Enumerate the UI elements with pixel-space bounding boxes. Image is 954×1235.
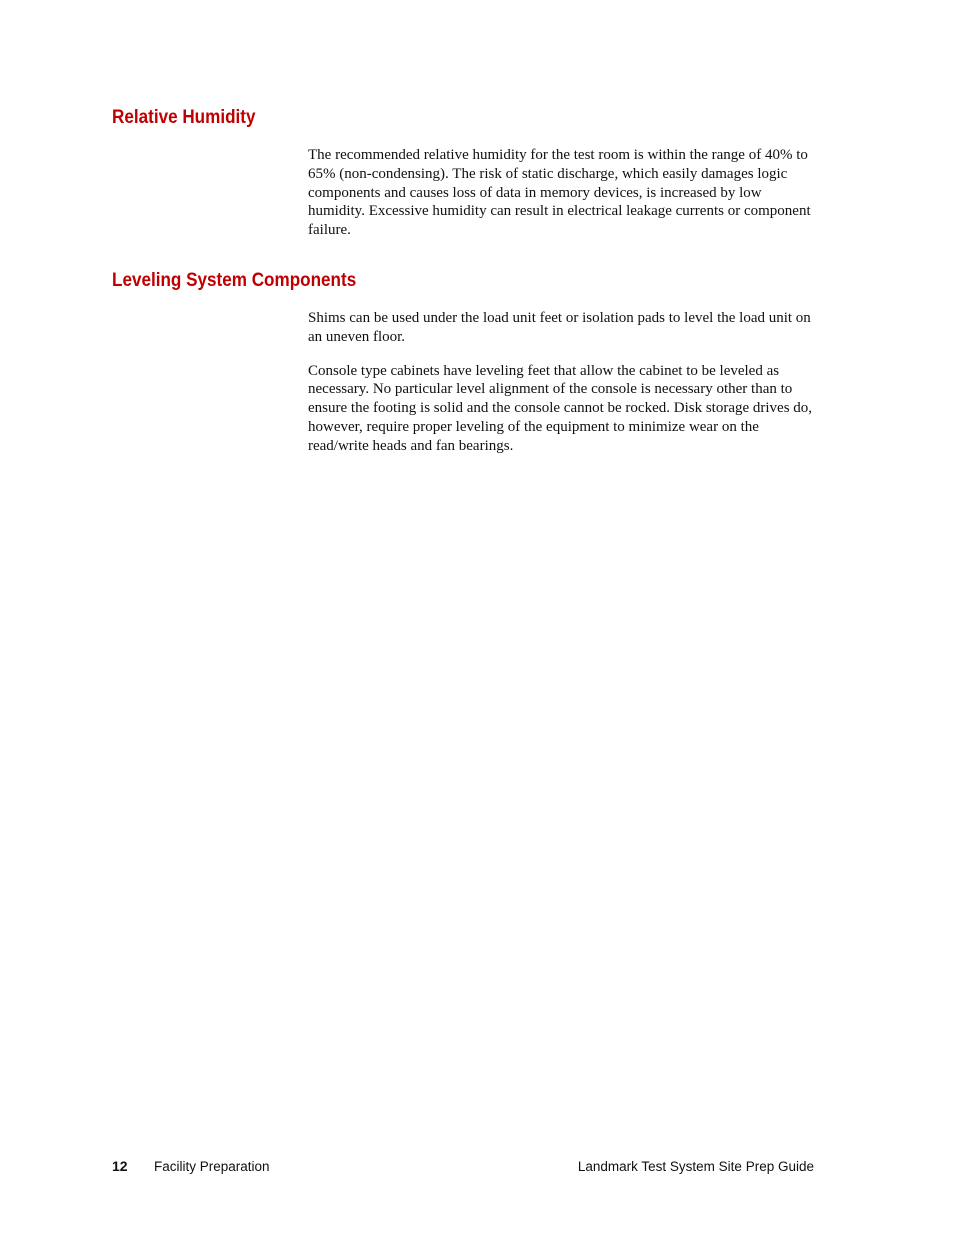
page-number: 12 (112, 1158, 128, 1174)
footer-chapter-title: Facility Preparation (154, 1159, 270, 1174)
footer-document-title: Landmark Test System Site Prep Guide (577, 1159, 814, 1174)
page-footer (112, 1158, 814, 1178)
paragraph: The recommended relative humidity for the test room is within the range of 40% to 65% (non-condensing). The risk of static discharge, which easily damages logic components and causes loss of data in memory devices, is increased by low humidity. Excessive humidity can result in electrical leakage currents or component failure. (308, 147, 811, 239)
section-body-relative-humidity (308, 146, 814, 240)
section-heading-relative-humidity: Relative Humidity (112, 107, 256, 128)
paragraph: Console type cabinets have leveling feet that allow the cabinet to be leveled as necessary. No particular level alignment of the console is necessary other than to ensure the footing is solid and the console cannot be rocked. Disk storage drives do, however, require proper leveling of the equipment to minimize wear on the read/write heads and fan bearings. (308, 362, 813, 454)
section-body-leveling-system-components (308, 309, 814, 456)
section-heading-leveling-system-components: Leveling System Components (112, 270, 357, 291)
paragraph: Shims can be used under the load unit feet or isolation pads to level the load unit on an uneven floor. (308, 310, 811, 345)
